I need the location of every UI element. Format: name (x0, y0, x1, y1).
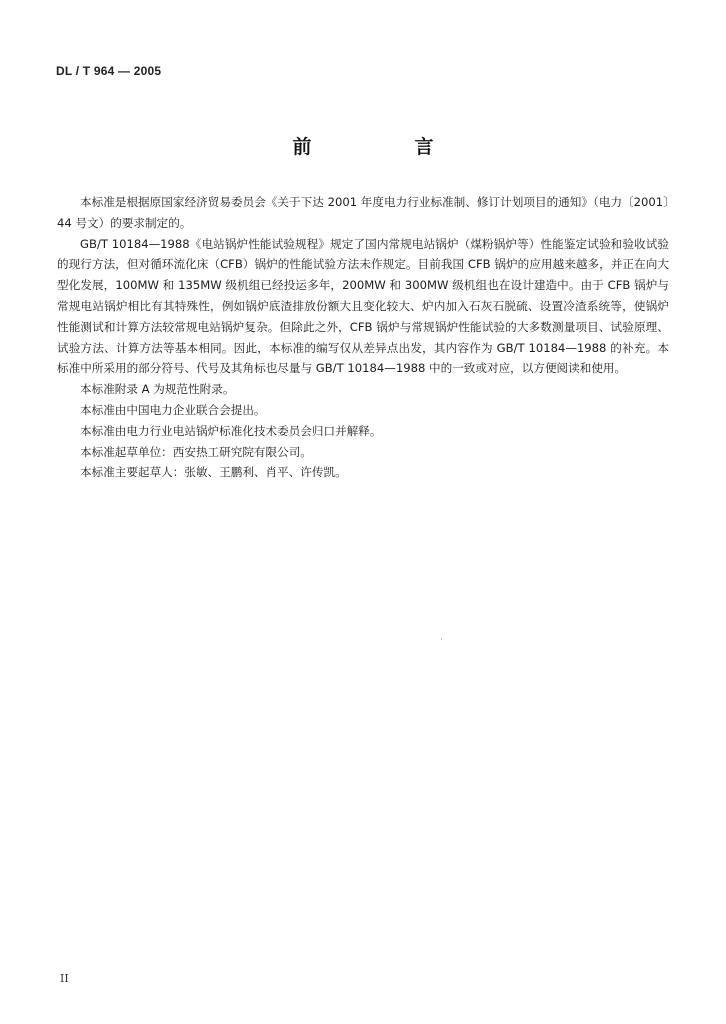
paragraph-proposer: 本标准由中国电力企业联合会提出。 (80, 402, 266, 417)
paragraph-background: GB/T 10184—1988《电站锅炉性能试验规程》规定了国内常规电站锅炉（煤粉锅炉等）性能鉴定试验和验收试验的现行方法，但对循环流化床（CFB）锅炉的性能试验方法未作规定。目前我国 CFB 锅炉的应用越来越多，并正在向大型化发展，100MW 和 135MW 级机组已经投运多年，200MW 和 300MW 级机组也在设计建造中。由于 CFB 锅炉与常规电站锅炉相比有其特殊性，例如锅炉底渣排放份额大且变化较大、炉内加入石灰石脱硫、设置冷渣系统等，使锅炉性能测试和计算方法较常规电站锅炉复杂。但除此之外，CFB 锅炉与常规锅炉性能试验的大多数测量项目、试验原理、试验方法、计算方法等基本相同。因此，本标准的编写仅从差异点出发，其内容作为 GB/T 10184—1988 的补充。本标准中所采用的部分符号、代号及其角标也尽量与 GB/T 10184—1988 中的一致或对应，以方便阅读和使用。 (57, 236, 669, 376)
standard-code: DL / T 964 — 2005 (56, 64, 162, 78)
paragraph-drafting-unit: 本标准起草单位：西安热工研究院有限公司。 (80, 444, 312, 459)
paragraph-responsible-committee: 本标准由电力行业电站锅炉标准化技术委员会归口并解释。 (80, 423, 382, 438)
foreword-body (57, 192, 669, 483)
paragraph-annex: 本标准附录 A 为规范性附录。 (80, 382, 235, 397)
paragraph-drafters: 本标准主要起草人：张敏、王鹏利、肖平、许传凯。 (80, 465, 347, 480)
scan-speck (441, 638, 442, 640)
page-number: II (60, 972, 69, 985)
page-title: 前 言 (292, 136, 476, 158)
paragraph-task-source: 本标准是根据原国家经济贸易委员会《关于下达 2001 年度电力行业标准制、修订计划项目的通知》（电力〔2001〕44 号文）的要求制定的。 (57, 195, 669, 230)
